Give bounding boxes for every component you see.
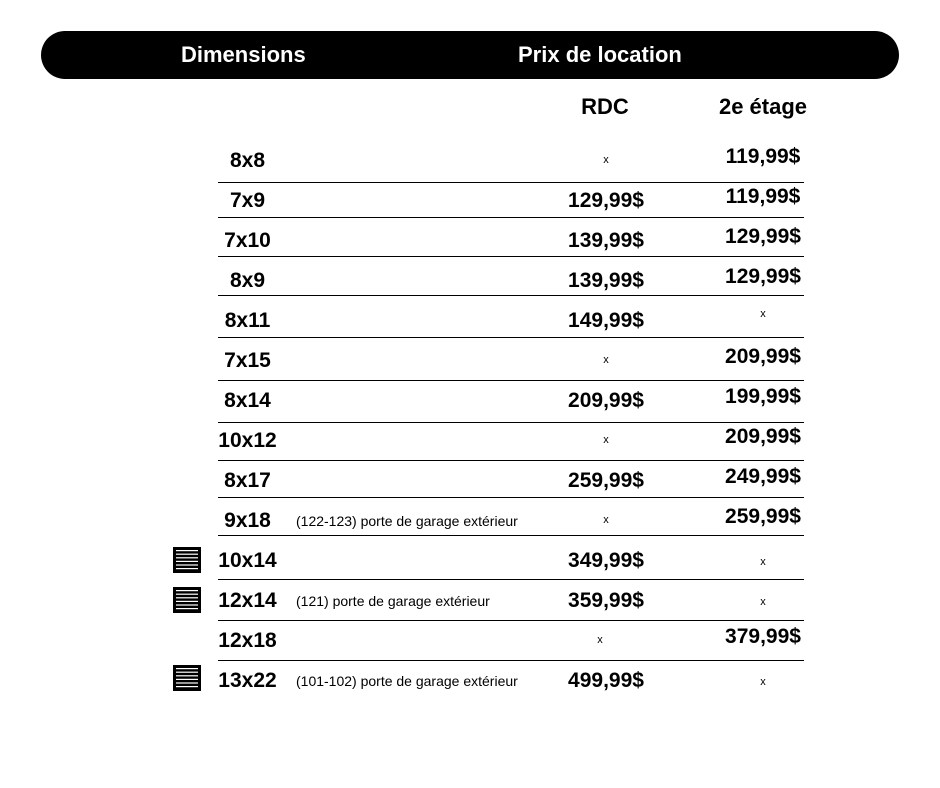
row-price-rdc: x xyxy=(597,634,603,646)
row-divider xyxy=(218,256,804,257)
row-divider xyxy=(218,295,804,296)
header-bar xyxy=(41,31,899,79)
row-note: (121) porte de garage extérieur xyxy=(296,593,490,609)
row-price-rdc: 499,99$ xyxy=(568,669,644,692)
row-divider xyxy=(218,660,804,661)
row-price-rdc: x xyxy=(603,154,609,166)
row-price-second-floor: 199,99$ xyxy=(725,385,801,408)
row-size: 8x11 xyxy=(224,309,271,332)
garage-door-icon xyxy=(172,586,202,614)
row-divider xyxy=(218,535,804,536)
row-price-second-floor: 249,99$ xyxy=(725,465,801,488)
row-divider xyxy=(218,217,804,218)
row-size: 7x9 xyxy=(229,189,266,212)
row-price-second-floor: 379,99$ xyxy=(725,625,801,648)
row-size: 9x18 xyxy=(224,509,271,532)
row-price-second-floor: 119,99$ xyxy=(725,145,801,168)
row-size: 7x15 xyxy=(224,349,271,372)
row-price-second-floor: x xyxy=(760,596,766,608)
garage-door-icon xyxy=(172,546,202,574)
row-divider xyxy=(218,380,804,381)
row-price-second-floor: 209,99$ xyxy=(725,425,801,448)
row-price-second-floor: x xyxy=(760,556,766,568)
header-price: Prix de location xyxy=(518,42,682,67)
row-price-rdc: 359,99$ xyxy=(568,589,644,612)
row-price-rdc: x xyxy=(603,434,609,446)
row-size: 10x12 xyxy=(218,429,277,452)
row-price-rdc: x xyxy=(603,354,609,366)
row-size: 12x14 xyxy=(218,589,277,612)
row-price-rdc: 139,99$ xyxy=(568,269,644,292)
row-size: 10x14 xyxy=(218,549,277,572)
row-price-rdc: 209,99$ xyxy=(568,389,644,412)
row-price-second-floor: 209,99$ xyxy=(725,345,801,368)
row-price-rdc: 139,99$ xyxy=(568,229,644,252)
row-size: 7x10 xyxy=(224,229,271,252)
row-price-second-floor: x xyxy=(760,676,766,688)
row-size: 8x17 xyxy=(224,469,271,492)
row-price-second-floor: x xyxy=(760,308,766,320)
row-price-second-floor: 119,99$ xyxy=(725,185,801,208)
row-divider xyxy=(218,337,804,338)
row-size: 13x22 xyxy=(218,669,277,692)
row-size: 12x18 xyxy=(218,629,277,652)
row-size: 8x9 xyxy=(229,269,266,292)
row-price-rdc: 349,99$ xyxy=(568,549,644,572)
row-size: 8x14 xyxy=(224,389,271,412)
row-note: (101-102) porte de garage extérieur xyxy=(296,673,518,689)
row-size: 8x8 xyxy=(229,149,266,172)
row-divider xyxy=(218,497,804,498)
row-divider xyxy=(218,460,804,461)
garage-door-icon xyxy=(172,664,202,692)
row-price-rdc: 129,99$ xyxy=(568,189,644,212)
row-price-second-floor: 259,99$ xyxy=(725,505,801,528)
row-divider xyxy=(218,620,804,621)
row-note: (122-123) porte de garage extérieur xyxy=(296,513,518,529)
row-price-rdc: 259,99$ xyxy=(568,469,644,492)
row-price-rdc: x xyxy=(603,514,609,526)
row-price-second-floor: 129,99$ xyxy=(725,225,801,248)
header-dimensions: Dimensions xyxy=(181,42,306,67)
row-price-second-floor: 129,99$ xyxy=(725,265,801,288)
row-price-rdc: 149,99$ xyxy=(568,309,644,332)
column-header-second-floor: 2e étage xyxy=(718,94,808,119)
row-divider xyxy=(218,579,804,580)
column-header-rdc: RDC xyxy=(581,94,629,119)
